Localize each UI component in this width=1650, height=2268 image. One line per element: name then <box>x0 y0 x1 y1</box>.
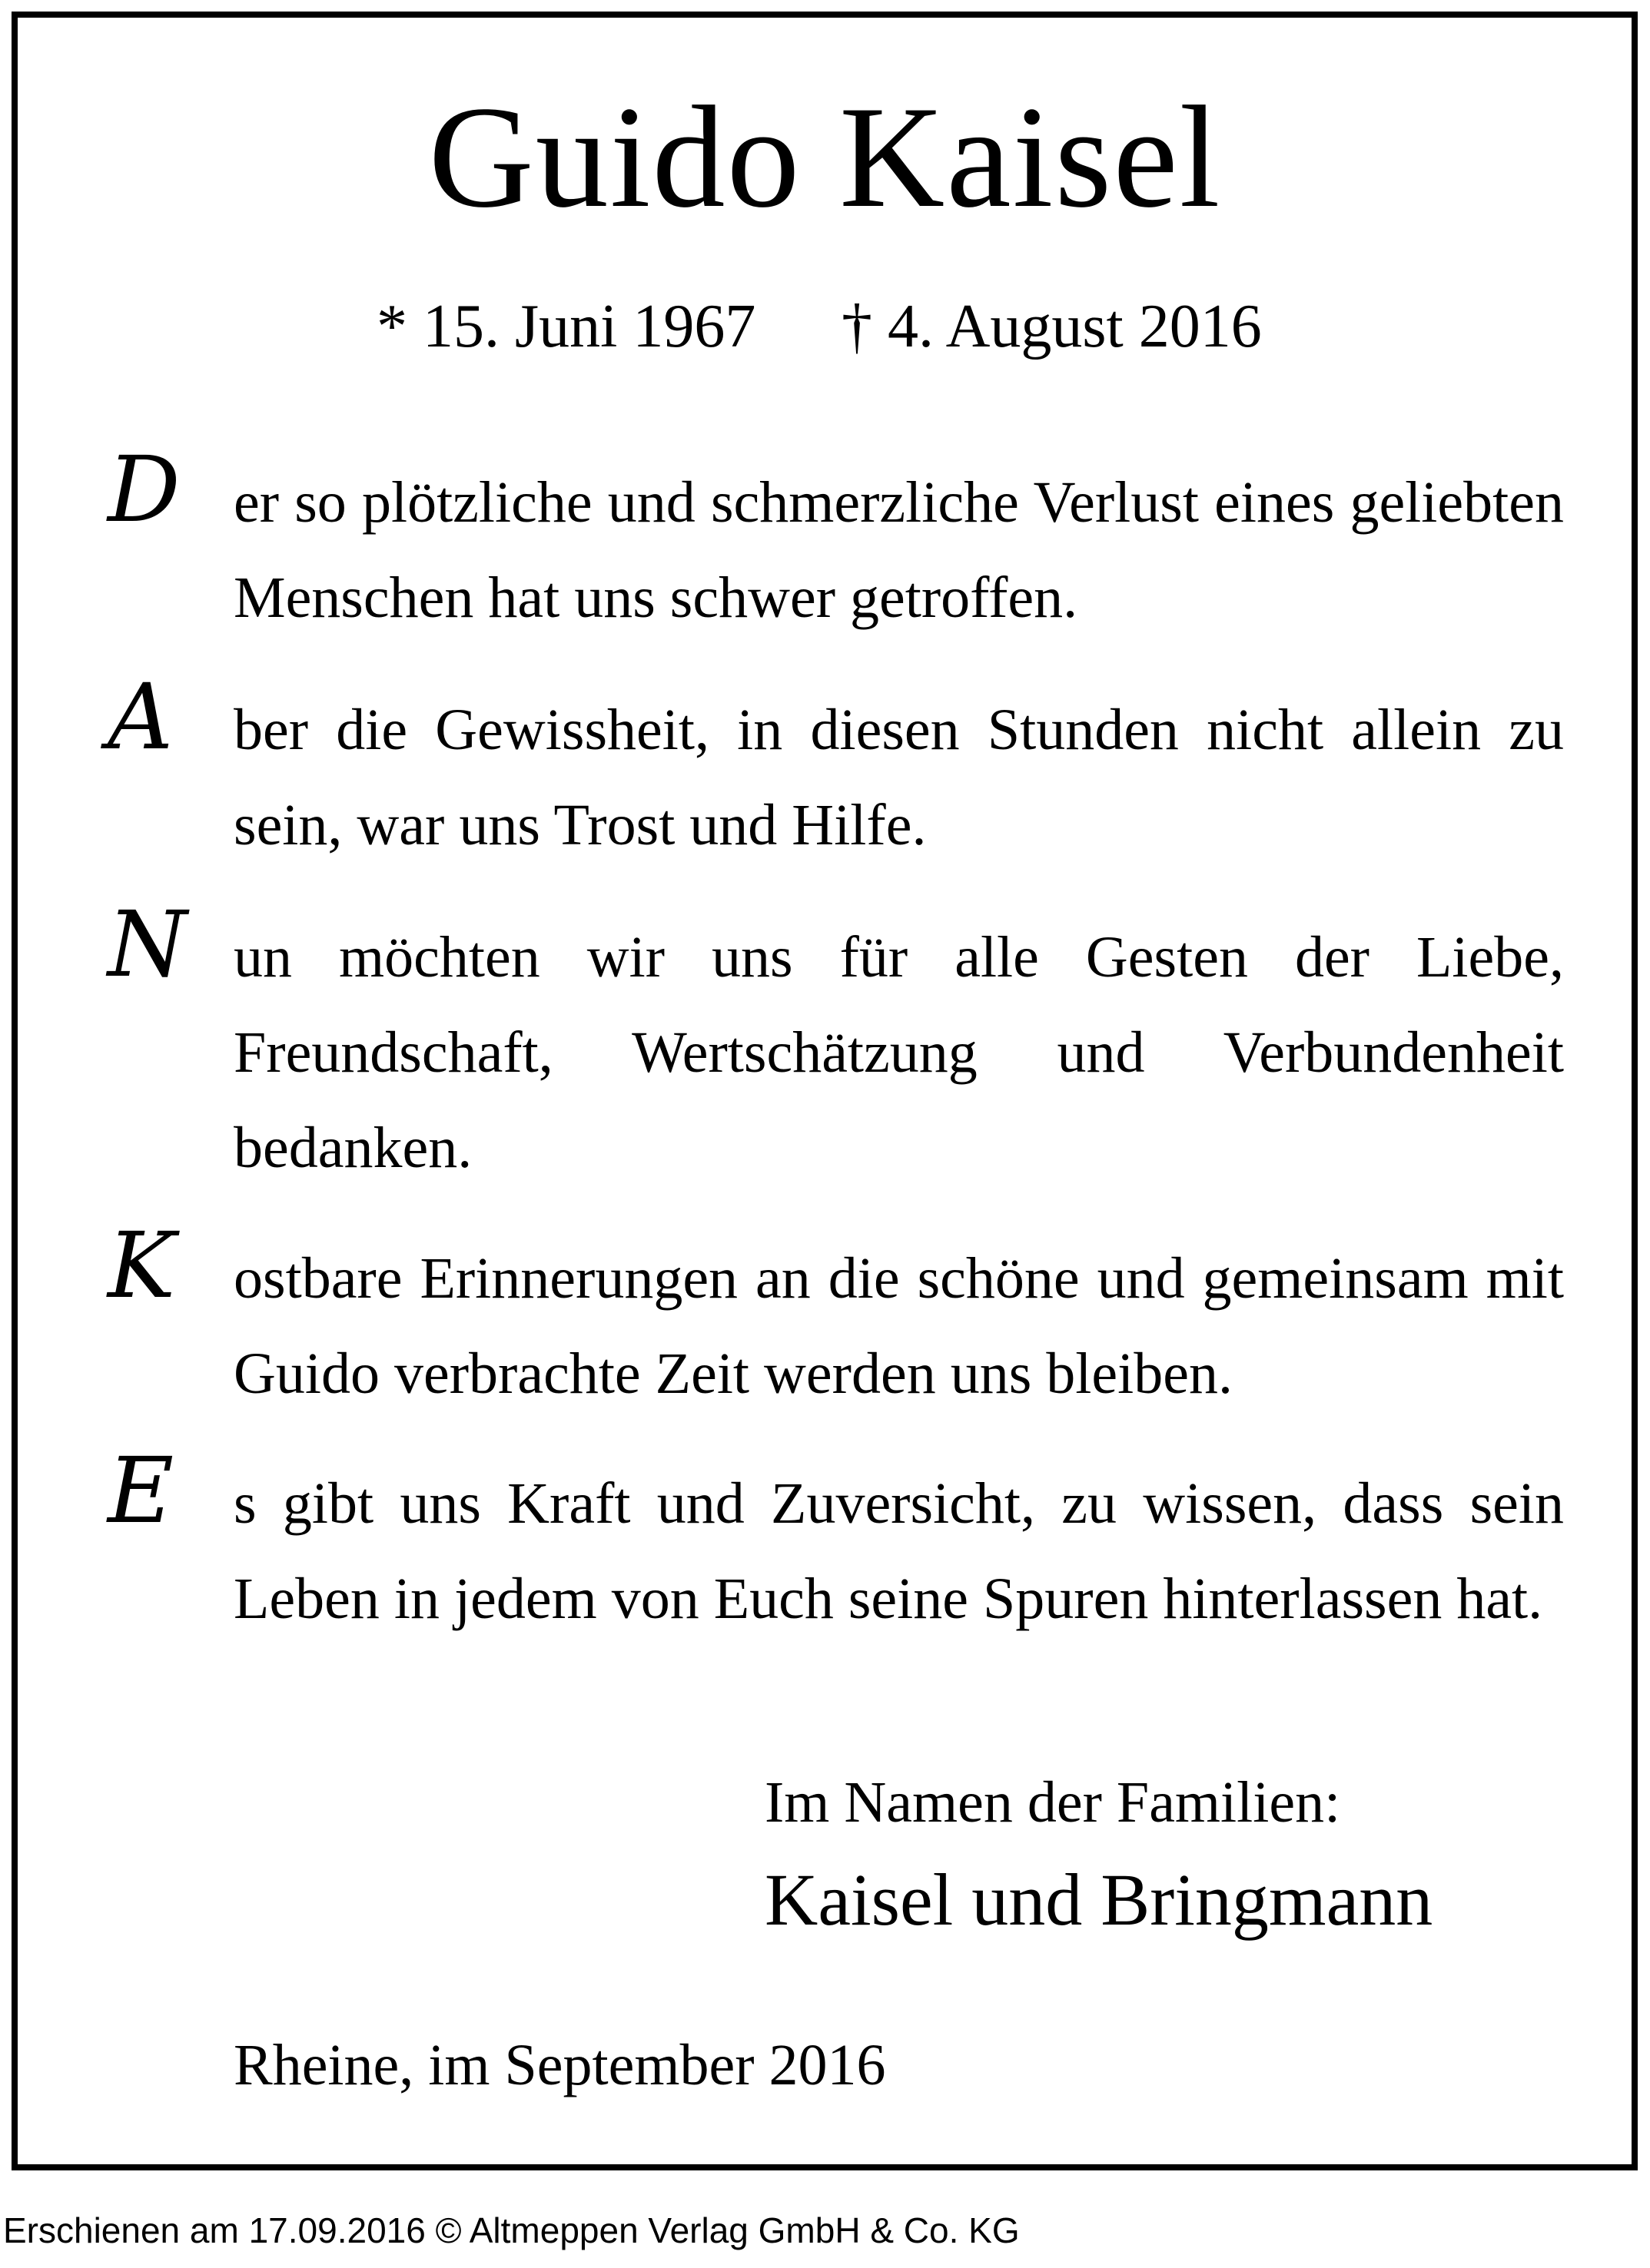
birth-date: * 15. Juni 1967 <box>377 293 756 360</box>
deceased-name: Guido Kaisel <box>428 77 1222 238</box>
initial-letter: K <box>108 1212 176 1318</box>
initial-letter: A <box>108 664 174 770</box>
paragraph-text: ber die Gewissheit, in diesen Stunden nicht allein zu sein, war uns Trost und Hilfe. <box>234 698 1564 857</box>
closing-line: Im Namen der Familien: <box>765 1770 1341 1835</box>
paragraph-text: ostbare Erinnerungen an die schöne und gemeinsam mit Guido verbrachte Zeit werden uns bleiben. <box>234 1246 1564 1406</box>
life-dates <box>0 292 1650 361</box>
publication-credit: Erschienen am 17.09.2016 © Altmeppen Verlag GmbH & Co. KG <box>3 2210 1020 2250</box>
paragraph-text: s gibt uns Kraft und Zuversicht, zu wissen, dass sein Leben in jedem von Euch seine Spuren hinterlassen hat. <box>234 1471 1564 1631</box>
initial-letter: N <box>108 891 188 997</box>
initial-letter: D <box>108 436 181 542</box>
death-date: † 4. August 2016 <box>842 293 1262 360</box>
family-names: Kaisel und Bringmann <box>765 1858 1433 1941</box>
place-and-date: Rheine, im September 2016 <box>234 2033 886 2097</box>
paragraph-text: un möchten wir uns für alle Gesten der Liebe, Freundschaft, Wertschätzung und Verbundenheit bedanken. <box>234 925 1564 1180</box>
initial-letter: E <box>108 1437 174 1544</box>
paragraph-text: er so plötzliche und schmerzliche Verlust eines geliebten Menschen hat uns schwer getroffen. <box>234 470 1564 630</box>
